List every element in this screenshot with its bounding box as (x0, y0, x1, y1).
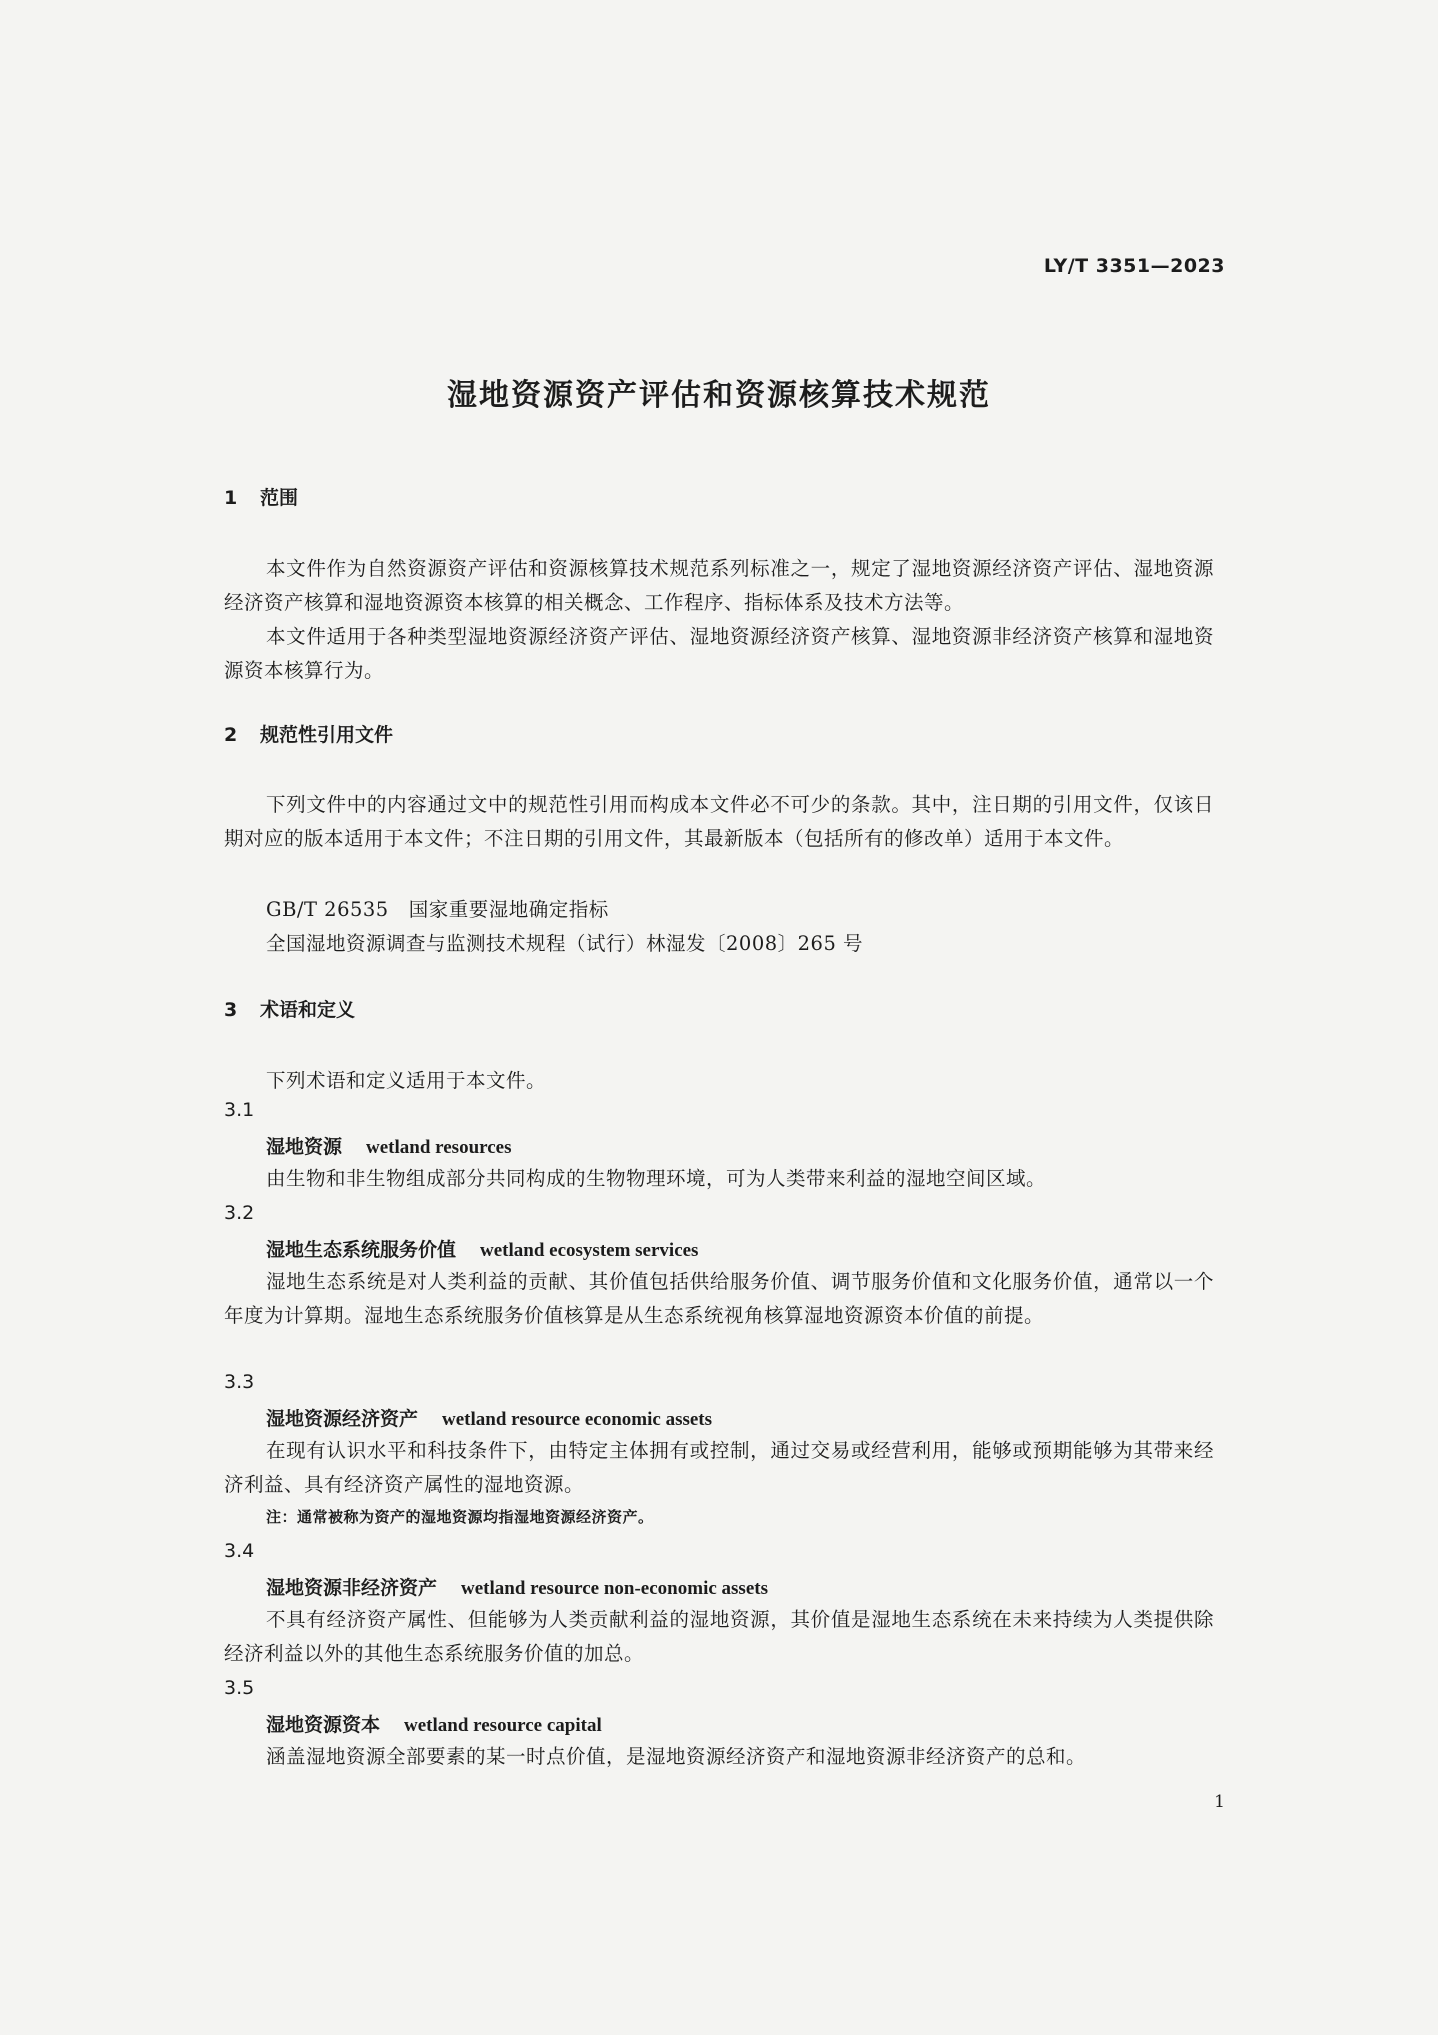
section-title: 规范性引用文件 (260, 724, 394, 746)
term-entry (266, 1404, 712, 1431)
term-number: 3.3 (224, 1371, 255, 1393)
term-number: 3.4 (224, 1540, 255, 1562)
term-entry (266, 1573, 768, 1600)
term-zh: 湿地生态系统服务价值 (266, 1239, 457, 1261)
section-heading-2 (224, 720, 393, 747)
term-en: wetland resource economic assets (442, 1409, 713, 1430)
section-title: 范围 (260, 487, 299, 509)
term-zh: 湿地资源经济资产 (266, 1408, 419, 1430)
term-entry (266, 1132, 512, 1159)
term-note: 注：通常被称为资产的湿地资源均指湿地资源经济资产。 (266, 1508, 654, 1526)
term-definition: 不具有经济资产属性、但能够为人类贡献利益的湿地资源，其价值是湿地生态系统在未来持续为人类提供除经济利益以外的其他生态系统服务价值的加总。 (224, 1608, 1214, 1665)
term-entry (266, 1235, 698, 1262)
term-number: 3.1 (224, 1099, 255, 1121)
term-definition: 由生物和非生物组成部分共同构成的生物物理环境，可为人类带来利益的湿地空间区域。 (266, 1167, 1047, 1190)
reference-item: 全国湿地资源调查与监测技术规程（试行）林湿发〔2008〕265 号 (266, 932, 864, 955)
section-heading-1 (224, 483, 298, 510)
document-title: 湿地资源资产评估和资源核算技术规范 (447, 378, 991, 413)
page-number: 1 (1214, 1792, 1225, 1812)
term-definition: 涵盖湿地资源全部要素的某一时点价值，是湿地资源经济资产和湿地资源非经济资产的总和。 (266, 1745, 1087, 1768)
term-number: 3.5 (224, 1677, 255, 1699)
term-number: 3.2 (224, 1202, 255, 1224)
section-number: 2 (224, 724, 238, 746)
section-heading-3 (224, 995, 355, 1022)
term-definition: 在现有认识水平和科技条件下，由特定主体拥有或控制，通过交易或经营利用，能够或预期能够为其带来经济利益、具有经济资产属性的湿地资源。 (224, 1439, 1214, 1496)
term-zh: 湿地资源非经济资产 (266, 1577, 438, 1599)
term-en: wetland resource capital (404, 1715, 602, 1736)
term-zh: 湿地资源 (266, 1136, 343, 1158)
standard-number: LY/T 3351—2023 (1043, 255, 1225, 277)
term-en: wetland resource non-economic assets (461, 1578, 768, 1599)
section-title: 术语和定义 (260, 999, 356, 1021)
term-definition: 湿地生态系统是对人类利益的贡献、其价值包括供给服务价值、调节服务价值和文化服务价值，通常以一个年度为计算期。湿地生态系统服务价值核算是从生态系统视角核算湿地资源资本价值的前提。 (224, 1270, 1214, 1327)
terms-intro: 下列术语和定义适用于本文件。 (266, 1069, 547, 1092)
paragraph: 下列文件中的内容通过文中的规范性引用而构成本文件必不可少的条款。其中，注日期的引用文件，仅该日期对应的版本适用于本文件；不注日期的引用文件，其最新版本（包括所有的修改单）适用于本文件。 (224, 793, 1214, 850)
reference-item: GB/T 26535 国家重要湿地确定指标 (266, 898, 609, 921)
paragraph: 本文件作为自然资源资产评估和资源核算技术规范系列标准之一，规定了湿地资源经济资产评估、湿地资源经济资产核算和湿地资源资本核算的相关概念、工作程序、指标体系及技术方法等。 (224, 557, 1214, 614)
term-zh: 湿地资源资本 (266, 1714, 381, 1736)
section-number: 3 (224, 999, 238, 1021)
section-number: 1 (224, 487, 238, 509)
term-en: wetland resources (366, 1137, 512, 1158)
term-entry (266, 1710, 602, 1737)
paragraph: 本文件适用于各种类型湿地资源经济资产评估、湿地资源经济资产核算、湿地资源非经济资产核算和湿地资源资本核算行为。 (224, 625, 1214, 682)
term-en: wetland ecosystem services (480, 1240, 699, 1261)
